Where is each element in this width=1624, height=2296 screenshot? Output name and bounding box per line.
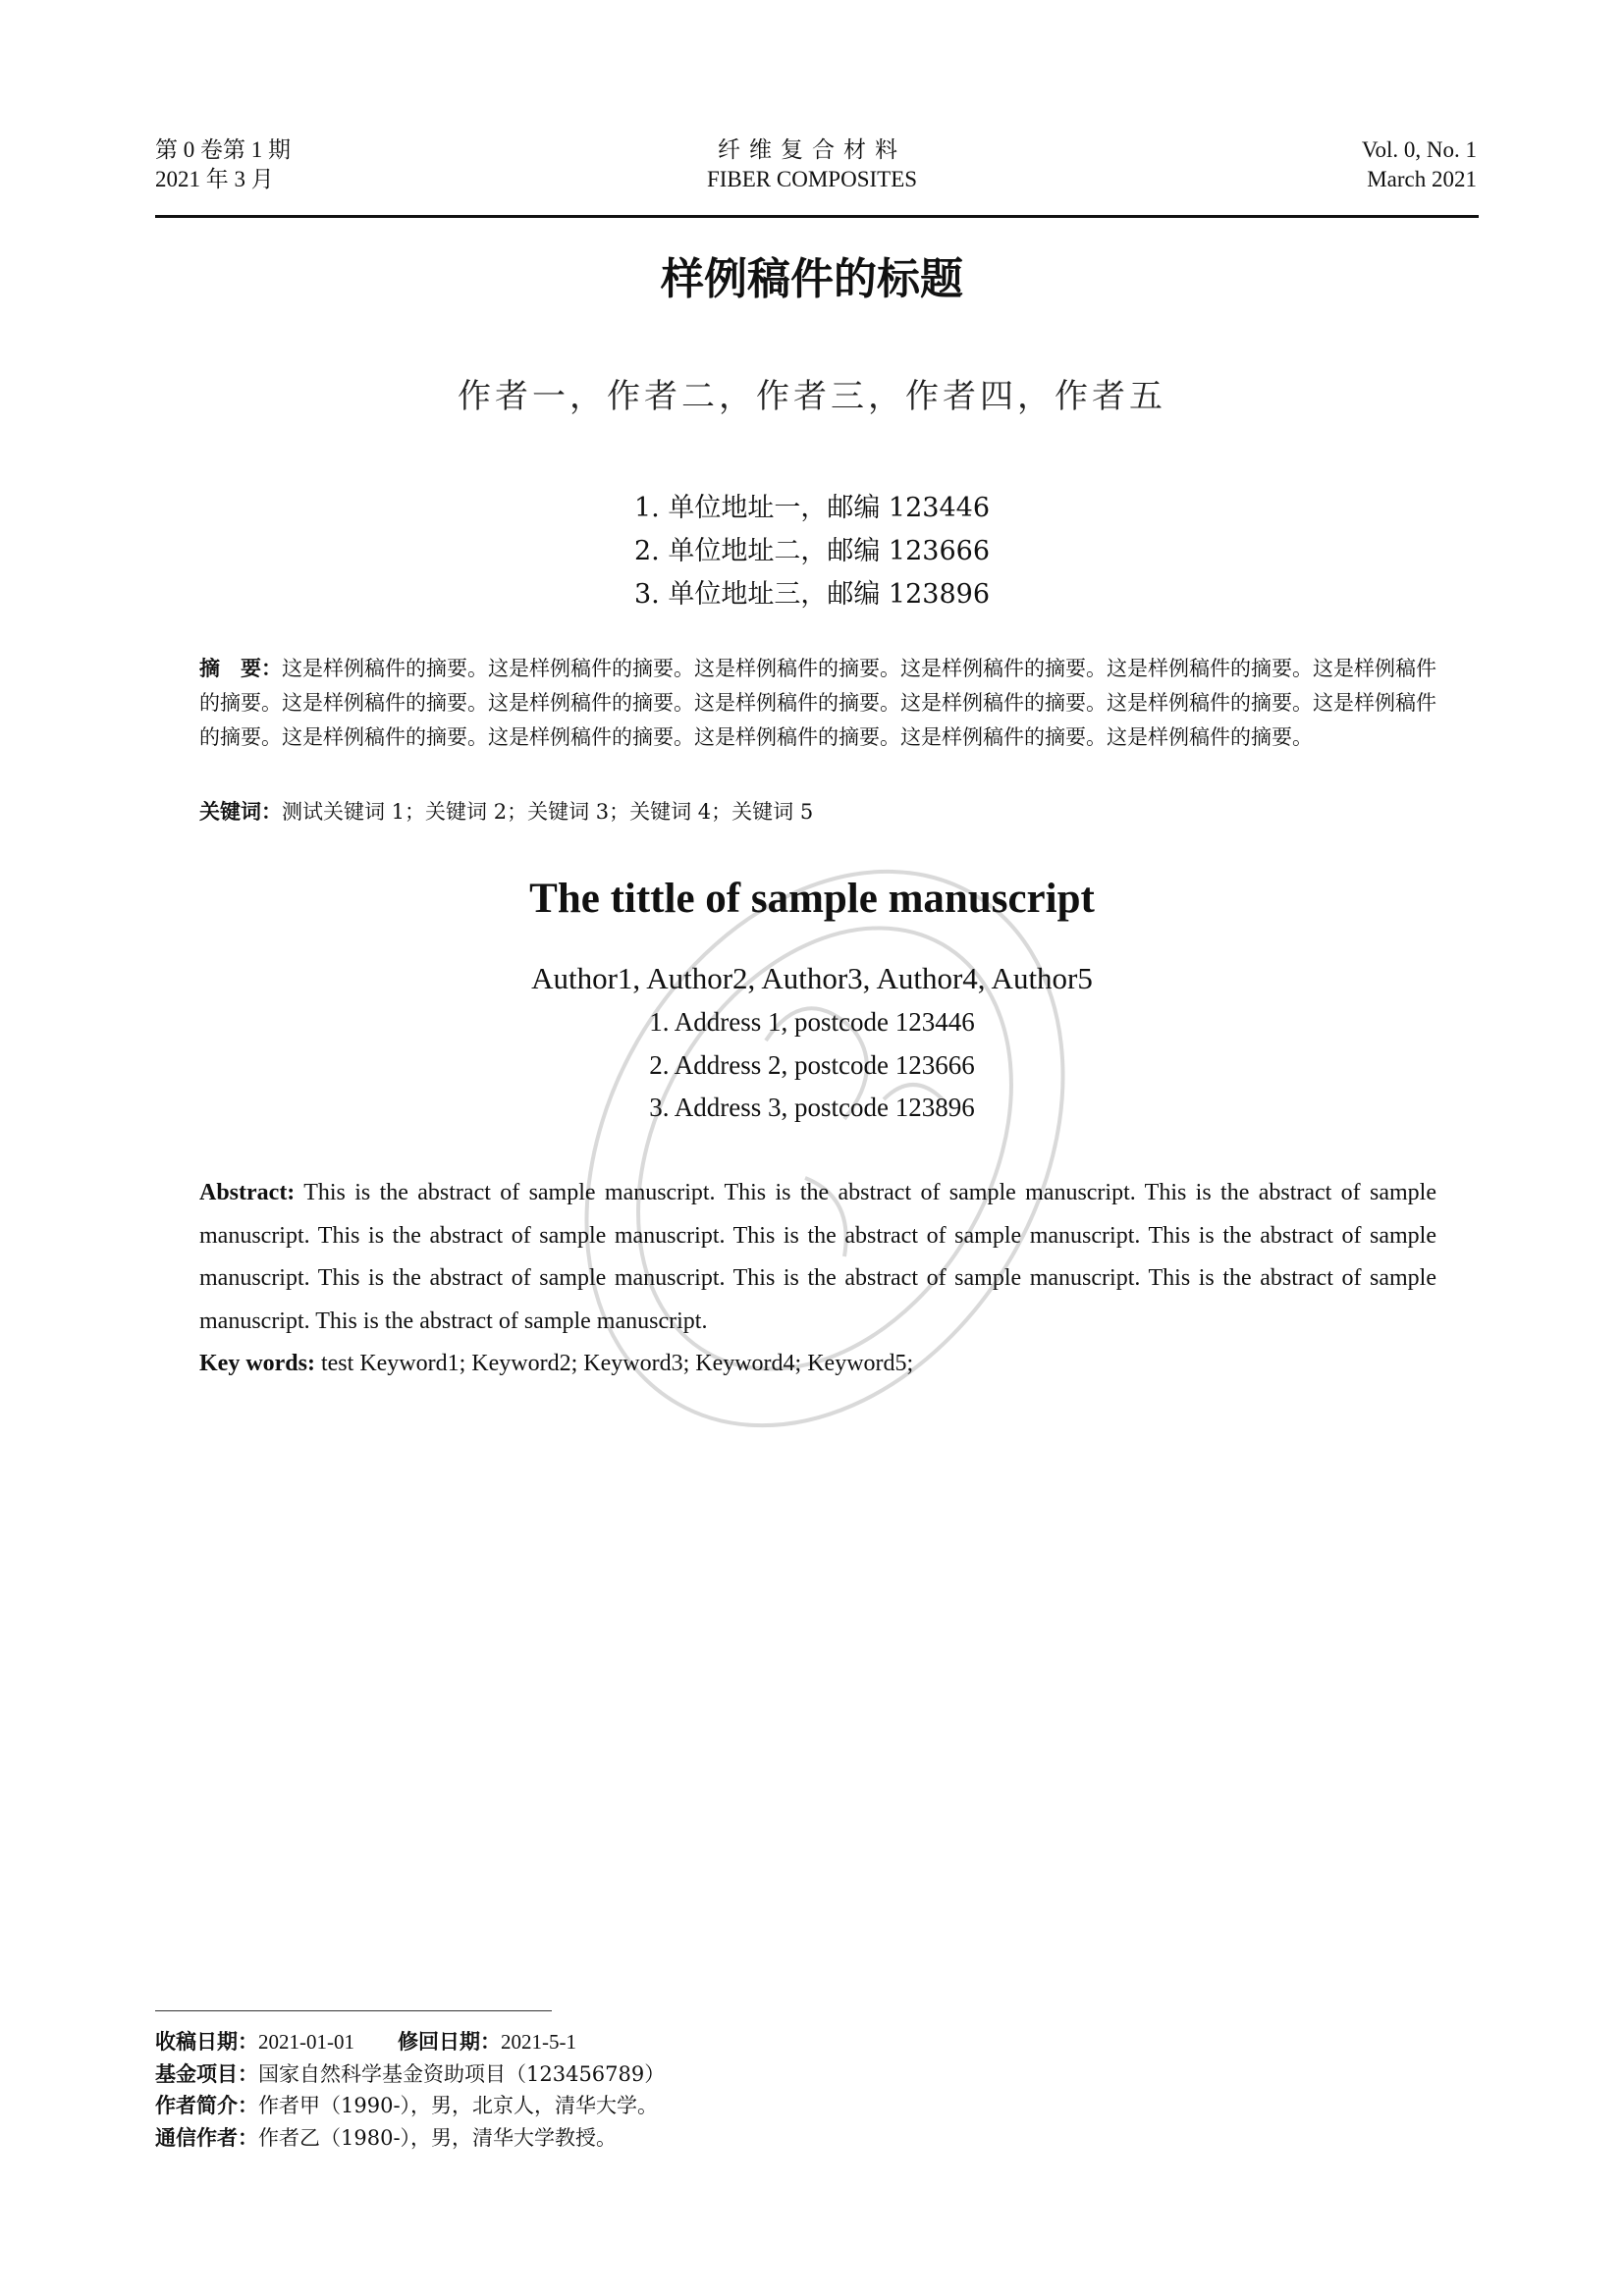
abstract-text-en: This is the abstract of sample manuscript. This is the abstract of sample manuscript. This is the abstract of sample manuscript. This is the abstract of sample manuscript. This is the abstract of sample manuscript. This is the abstract of sample manuscript. This is the abstract of sample manuscript. This is the abstract of sample manuscript. This is the abstract of sample manuscript. This is the abstract of sample manuscript. bbox=[199, 1180, 1436, 1334]
affiliation-item-cn: 3. 单位地址三，邮编 123896 bbox=[634, 579, 990, 610]
author-list-cn: 作者一，作者二，作者三，作者四，作者五 bbox=[458, 377, 1166, 416]
footnote-corresponding bbox=[155, 2122, 1432, 2155]
abstract-cn bbox=[199, 652, 1436, 755]
affiliation-item-en: 2. Address 2, postcode 123666 bbox=[649, 1049, 975, 1080]
paper-title-cn: 样例稿件的标题 bbox=[661, 254, 963, 304]
volume-issue-en: Vol. 0, No. 1 bbox=[1361, 137, 1477, 162]
footnote-fund bbox=[155, 2058, 1432, 2091]
fund-value: 国家自然科学基金资助项目（123456789） bbox=[258, 2061, 666, 2086]
footnotes bbox=[155, 2026, 1432, 2154]
affiliation-list-en bbox=[0, 1001, 1624, 1130]
affiliation-item-en: 3. Address 3, postcode 123896 bbox=[649, 1093, 975, 1122]
revised-label: 修回日期： bbox=[398, 2030, 501, 2054]
footnote-rule bbox=[155, 2010, 552, 2011]
affiliation-item-en: 1. Address 1, postcode 123446 bbox=[649, 1007, 975, 1037]
footnote-author-bio bbox=[155, 2090, 1432, 2122]
date-en: March 2021 bbox=[1367, 167, 1477, 191]
keywords-text-cn: 测试关键词 1；关键词 2；关键词 3；关键词 4；关键词 5 bbox=[282, 800, 814, 824]
abstract-label-en: Abstract: bbox=[199, 1180, 296, 1205]
revised-date: 2021-5-1 bbox=[501, 2030, 576, 2054]
footnote-dates bbox=[155, 2026, 1432, 2058]
corresponding-value: 作者乙（1980-），男，清华大学教授。 bbox=[258, 2125, 618, 2150]
keywords-label-cn: 关键词： bbox=[199, 800, 282, 824]
keywords-text-en: test Keyword1; Keyword2; Keyword3; Keyword4; Keyword5; bbox=[314, 1351, 914, 1376]
corresponding-label: 通信作者： bbox=[155, 2125, 258, 2150]
author-bio-label: 作者简介： bbox=[155, 2094, 258, 2117]
fund-label: 基金项目： bbox=[155, 2061, 258, 2086]
paper-title-en: The tittle of sample manuscript bbox=[529, 876, 1095, 922]
abstract-label-cn: 摘 要： bbox=[199, 657, 282, 680]
author-bio-value: 作者甲（1990-），男，北京人，清华大学。 bbox=[258, 2094, 659, 2117]
received-date: 2021-01-01 bbox=[258, 2030, 354, 2054]
keywords-label-en: Key words: bbox=[199, 1351, 315, 1376]
keywords-cn bbox=[199, 795, 1436, 829]
affiliation-item-cn: 2. 单位地址二，邮编 123666 bbox=[634, 536, 990, 566]
volume-issue-cn: 第 0 卷第 1 期 bbox=[155, 137, 291, 162]
affiliation-item-cn: 1. 单位地址一，邮编 123446 bbox=[634, 493, 990, 523]
affiliation-list-cn bbox=[0, 487, 1624, 616]
keywords-en bbox=[199, 1343, 1436, 1386]
abstract-text-cn: 这是样例稿件的摘要。这是样例稿件的摘要。这是样例稿件的摘要。这是样例稿件的摘要。这是样例稿件的摘要。这是样例稿件的摘要。这是样例稿件的摘要。这是样例稿件的摘要。这是样例稿件的摘要。这是样例稿件的摘要。这是样例稿件的摘要。这是样例稿件的摘要。这是样例稿件的摘要。这是样例稿件的摘要。这是样例稿件的摘要。这是样例稿件的摘要。这是样例稿件的摘要。 bbox=[199, 657, 1436, 749]
received-label: 收稿日期： bbox=[155, 2030, 258, 2054]
journal-name-en: FIBER COMPOSITES bbox=[706, 167, 918, 191]
header-rule bbox=[155, 215, 1479, 218]
author-list-en: Author1, Author2, Author3, Author4, Author5 bbox=[531, 961, 1093, 995]
abstract-en bbox=[199, 1172, 1436, 1343]
running-header-right bbox=[1362, 135, 1477, 194]
journal-name-cn: 纤维复合材料 bbox=[718, 137, 906, 162]
date-cn: 2021 年 3 月 bbox=[155, 167, 274, 191]
